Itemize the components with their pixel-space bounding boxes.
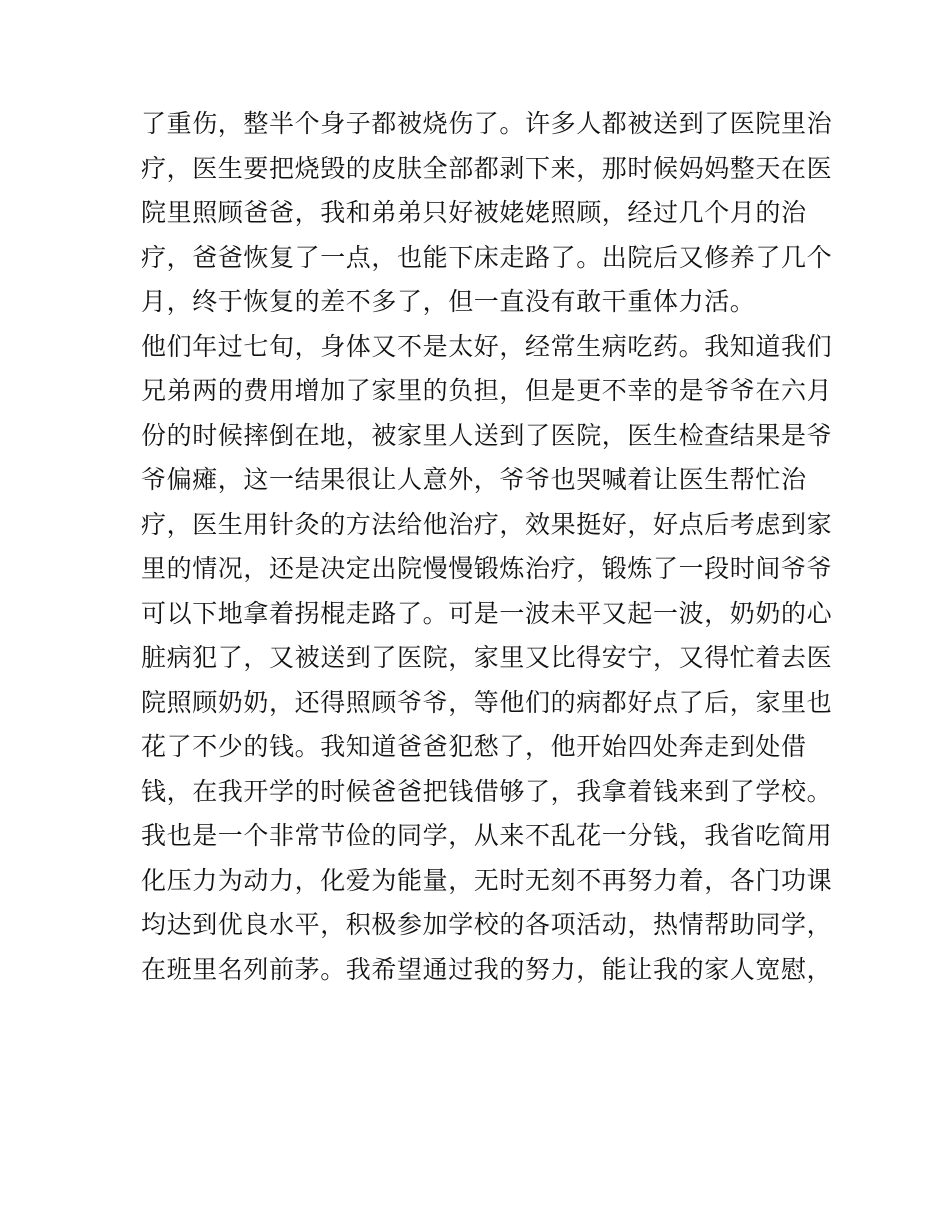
text-line-10: 疗，医生用针灸的方法给他治疗，效果挺好，好点后考虑到家	[141, 509, 833, 539]
text-line-12: 可以下地拿着拐棍走路了。可是一波未平又起一波，奶奶的心	[141, 598, 833, 628]
text-line-19: 均达到优良水平，积极参加学校的各项活动，热情帮助同学，	[141, 910, 833, 939]
text-line-17: 我也是一个非常节俭的同学，从来不乱花一分钱，我省吃简用	[141, 821, 833, 850]
text-line-11: 里的情况，还是决定出院慢慢锻炼治疗，锻炼了一段时间爷爷	[141, 554, 833, 583]
text-line-20: 在班里名列前茅。我希望通过我的努力，能让我的家人宽慰，	[141, 954, 833, 984]
text-line-9: 爷偏瘫，这一结果很让人意外，爷爷也哭喊着让医生帮忙治	[141, 465, 807, 494]
text-line-15: 花了不少的钱。我知道爸爸犯愁了，他开始四处奔走到处借	[141, 732, 807, 761]
text-line-3: 院里照顾爸爸，我和弟弟只好被姥姥照顾，经过几个月的治	[141, 198, 807, 227]
text-line-16: 钱，在我开学的时候爸爸把钱借够了，我拿着钱来到了学校。	[141, 776, 833, 806]
body-text	[141, 102, 833, 992]
text-line-18: 化压力为动力，化爱为能量，无时无刻不再努力着，各门功课	[141, 865, 833, 895]
text-line-14: 院照顾奶奶，还得照顾爷爷，等他们的病都好点了后，家里也	[141, 687, 833, 717]
text-line-8: 份的时候摔倒在地，被家里人送到了医院，医生检查结果是爷	[141, 420, 833, 450]
text-line-4: 疗，爸爸恢复了一点，也能下床走路了。出院后又修养了几个	[141, 242, 833, 272]
text-line-2: 疗，医生要把烧毁的皮肤全部都剥下来，那时候妈妈整天在医	[141, 153, 833, 183]
text-line-1: 了重伤，整半个身子都被烧伤了。许多人都被送到了医院里治	[141, 109, 833, 138]
text-line-13: 脏病犯了，又被送到了医院，家里又比得安宁，又得忙着去医	[141, 643, 833, 672]
text-line-7: 兄弟两的费用增加了家里的负担，但是更不幸的是爷爷在六月	[141, 376, 833, 405]
text-line-5: 月，终于恢复的差不多了，但一直没有敢干重体力活。	[141, 287, 756, 316]
text-line-6: 他们年过七旬，身体又不是太好，经常生病吃药。我知道我们	[141, 331, 833, 361]
